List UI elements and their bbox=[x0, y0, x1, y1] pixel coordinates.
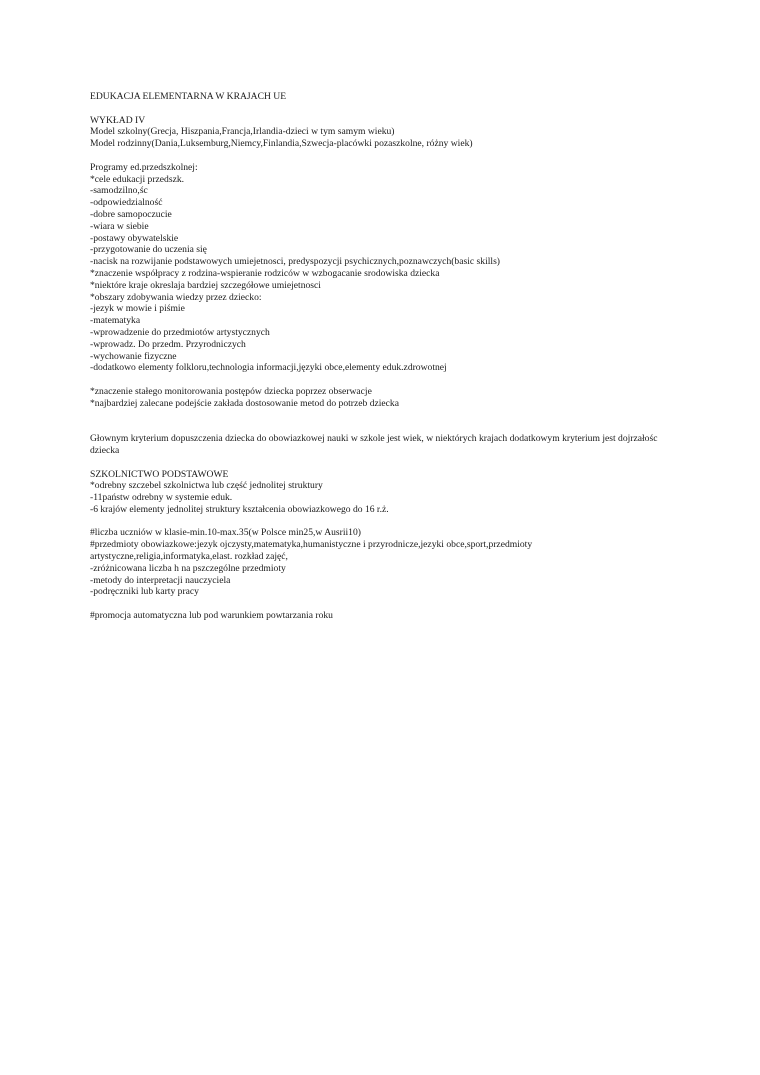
blank-line bbox=[90, 103, 670, 115]
primary-detail: #liczba uczniów w klasie-min.10-max.35(w Polsce min25,w Ausrii10) bbox=[90, 527, 361, 539]
preschool-item: -wprowadz. Do przedm. Przyrodniczych bbox=[90, 338, 246, 350]
blank-line bbox=[90, 516, 670, 528]
preschool-item: -nacisk na rozwijanie podstawowych umiejetnosci, predyspozycji psychicznych,poznawczych(basic skills) bbox=[90, 256, 501, 268]
preschool-item: -wprowadzenie do przedmiotów artystycznych bbox=[90, 326, 270, 338]
preschool-item: -postawy obywatelskie bbox=[90, 232, 179, 244]
primary-detail: -podręczniki lub karty pracy bbox=[90, 586, 199, 598]
preschool-note: *znaczenie stałego monitorowania postępów dziecka poprzez obserwacje bbox=[90, 385, 372, 397]
preschool-item: *obszary zdobywania wiedzy przez dziecko: bbox=[90, 291, 262, 303]
blank-line bbox=[90, 598, 670, 610]
preschool-item: -przygotowanie do uczenia się bbox=[90, 244, 207, 256]
preschool-item: -matematyka bbox=[90, 315, 141, 327]
preschool-item: *cele edukacji przedszk. bbox=[90, 173, 185, 185]
document-body bbox=[90, 91, 670, 622]
preschool-heading: Programy ed.przedszkolnej: bbox=[90, 161, 198, 173]
admission-criterion: Głownym kryterium dopuszczenia dziecka do obowiazkowej nauki w szkole jest wiek, w niektórych krajach dodatkowym kryterium jest dojrzałośc dziecka bbox=[90, 433, 658, 456]
preschool-item: -dodatkowo elementy folkloru,technologia informacji,języki obce,elementy eduk.zdrowotnej bbox=[90, 362, 447, 374]
preschool-item: -wychowanie fizyczne bbox=[90, 350, 177, 362]
blank-line bbox=[90, 150, 670, 162]
model-line: Model szkolny(Grecja, Hiszpania,Francja,Irlandia-dzieci w tym samym wieku) bbox=[90, 126, 395, 138]
primary-heading: SZKOLNICTWO PODSTAWOWE bbox=[90, 468, 229, 480]
preschool-item: -samodzilno,śc bbox=[90, 185, 148, 197]
preschool-item: *niektóre kraje okreslaja bardziej szczegółowe umiejetnosci bbox=[90, 279, 321, 291]
preschool-item: -odpowiedzialność bbox=[90, 197, 163, 209]
document-title: EDUKACJA ELEMENTARNA W KRAJACH UE bbox=[90, 91, 287, 102]
preschool-item: *znaczenie współpracy z rodzina-wspieranie rodziców w wzbogacanie srodowiska dziecka bbox=[90, 267, 440, 279]
model-line: Model rodzinny(Dania,Luksemburg,Niemcy,Finlandia,Szwecja-placówki pozaszkolne, różny wiek) bbox=[90, 138, 473, 150]
blank-line bbox=[90, 410, 670, 434]
preschool-item: -dobre samopoczucie bbox=[90, 208, 172, 220]
preschool-item: -jezyk w mowie i piśmie bbox=[90, 303, 185, 315]
primary-detail: -metody do interpretacji nauczyciela bbox=[90, 574, 231, 586]
primary-item: *odrebny szczebel szkolnictwa lub część jednolitej struktury bbox=[90, 480, 323, 492]
primary-item: -11państw odrebny w systemie eduk. bbox=[90, 492, 233, 504]
blank-line bbox=[90, 457, 670, 469]
primary-item: -6 krajów elementy jednolitej struktury kształcenia obowiazkowego do 16 r.ż. bbox=[90, 503, 389, 515]
lecture-heading: WYKŁAD IV bbox=[90, 114, 146, 126]
primary-detail: #przedmioty obowiazkowe:jezyk ojczysty,matematyka,humanistyczne i przyrodnicze,jezyki obce,sport,przedmioty artystyczne,religia,informatyka,elast. rozkład zajęć, bbox=[90, 539, 533, 563]
preschool-note: *najbardziej zalecane podejście zakłada dostosowanie metod do potrzeb dziecka bbox=[90, 397, 399, 409]
blank-line bbox=[90, 374, 670, 386]
promotion-note: #promocja automatyczna lub pod warunkiem powtarzania roku bbox=[90, 610, 333, 622]
primary-detail: -zróżnicowana liczba h na pszczególne przedmioty bbox=[90, 562, 286, 574]
preschool-item: -wiara w siebie bbox=[90, 220, 149, 232]
